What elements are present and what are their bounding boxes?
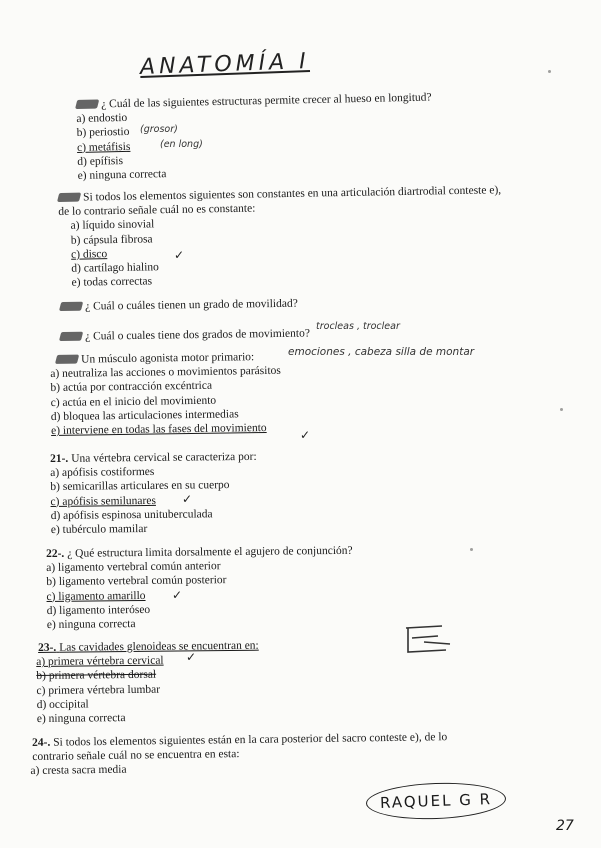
check-mark: ✓ <box>174 248 185 262</box>
handwritten-note: (grosor) <box>140 124 178 135</box>
option-c: c) primera vértebra lumbar <box>36 683 161 697</box>
option-d: d) apófisis espinosa unituberculada <box>50 508 213 522</box>
question-number: 22-. <box>46 547 65 560</box>
option-e: e) todas correctas <box>71 275 153 289</box>
question-1 <box>76 91 433 184</box>
smudge-mark <box>55 355 79 364</box>
option-d: d) cartílago hialino <box>71 261 159 275</box>
option-b: b) primera vértebra dorsal <box>36 669 157 683</box>
student-signature: RAQUEL G R <box>365 781 506 822</box>
question-stem: Las cavidades glenoideas se encuentran en: <box>59 639 259 654</box>
question-4 <box>60 327 310 345</box>
question-stem: Si todos los elementos siguientes son constantes en una articulación diartrodial conteste e), de lo contrario señale cuál no es constante: <box>58 184 502 219</box>
check-mark: ✓ <box>172 588 183 602</box>
scan-speck <box>470 548 473 551</box>
question-5 <box>50 350 282 438</box>
option-a: a) apófisis costiformes <box>50 466 155 480</box>
option-d: d) occipital <box>36 698 89 711</box>
option-c: c) ligamento amarillo <box>46 589 146 603</box>
option-e: e) ninguna correcta <box>77 168 167 182</box>
check-mark: ✓ <box>186 650 197 664</box>
scan-speck <box>560 408 563 411</box>
question-stem: ¿ Cuál de las siguientes estructuras permite crecer al hueso en longitud? <box>101 91 432 111</box>
option-e: e) interviene en todas las fases del movimiento <box>51 421 267 438</box>
option-b: b) ligamento vertebral común posterior <box>46 574 227 589</box>
question-stem: Una vértebra cervical se caracteriza por: <box>71 450 257 465</box>
check-mark: ✓ <box>182 492 193 506</box>
option-c: c) metáfisis <box>76 140 131 154</box>
question-23 <box>36 639 260 727</box>
option-c: c) actúa en el inicio del movimiento <box>50 394 217 409</box>
question-number: 21-. <box>50 452 69 465</box>
option-a: a) endostio <box>76 112 128 126</box>
smudge-mark <box>59 332 83 341</box>
option-d: d) bloquea las articulaciones intermedias <box>50 408 239 423</box>
option-d: d) ligamento interóseo <box>46 603 151 617</box>
smudge-mark <box>59 302 83 311</box>
handwritten-note: trocleas , troclear <box>316 321 400 332</box>
question-stem: ¿ Qué estructura limita dorsalmente el agujero de conjunción? <box>67 544 353 560</box>
option-b: b) periostio <box>76 126 130 140</box>
option-b: b) semicarillas articulares en su cuerpo <box>50 479 230 494</box>
question-number: 23-. <box>38 641 57 654</box>
check-mark: ✓ <box>300 428 311 442</box>
question-stem: ¿ Cuál o cuales tiene dos grados de movimiento? <box>85 327 311 343</box>
smudge-mark <box>57 193 81 202</box>
question-24 <box>30 730 471 779</box>
option-a: a) cresta sacra media <box>30 764 127 778</box>
scan-speck <box>548 70 551 73</box>
smudge-mark <box>75 100 99 110</box>
question-number: 24-. <box>32 736 51 749</box>
page-number: 27 <box>556 818 574 834</box>
question-stem: Un músculo agonista motor primario: <box>81 351 255 366</box>
handwritten-note: (en long) <box>160 139 203 150</box>
handwritten-note: emociones , cabeza silla de montar <box>288 346 475 358</box>
option-c: c) disco <box>71 247 108 261</box>
scribble-mark <box>402 622 452 658</box>
page-title: ANATOMÍA I <box>139 49 311 80</box>
option-d: d) epífisis <box>77 154 124 168</box>
option-a: a) líquido sinovial <box>70 218 155 233</box>
option-e: e) ninguna correcta <box>36 712 126 726</box>
question-stem: Si todos los elementos siguientes están en la cara posterior del sacro conteste e), de lo contrario señale cuál no se encuentra en esta: <box>32 731 448 764</box>
question-stem: ¿ Cuál o cuáles tienen un grado de movilidad? <box>85 297 298 313</box>
option-a: a) primera vértebra cervical <box>36 654 164 669</box>
option-b: b) actúa por contracción excéntrica <box>50 380 213 395</box>
option-c: c) apófisis semilunares <box>50 494 156 508</box>
option-a: a) neutraliza las acciones o movimientos parásitos <box>50 364 281 381</box>
question-3 <box>60 297 298 315</box>
option-a: a) ligamento vertebral común anterior <box>46 560 221 575</box>
question-22 <box>46 544 353 632</box>
question-21 <box>50 450 257 537</box>
question-2 <box>58 183 510 290</box>
option-e: e) tubérculo mamilar <box>50 523 148 537</box>
option-b: b) cápsula fibrosa <box>70 232 153 247</box>
option-e: e) ninguna correcta <box>46 618 136 632</box>
